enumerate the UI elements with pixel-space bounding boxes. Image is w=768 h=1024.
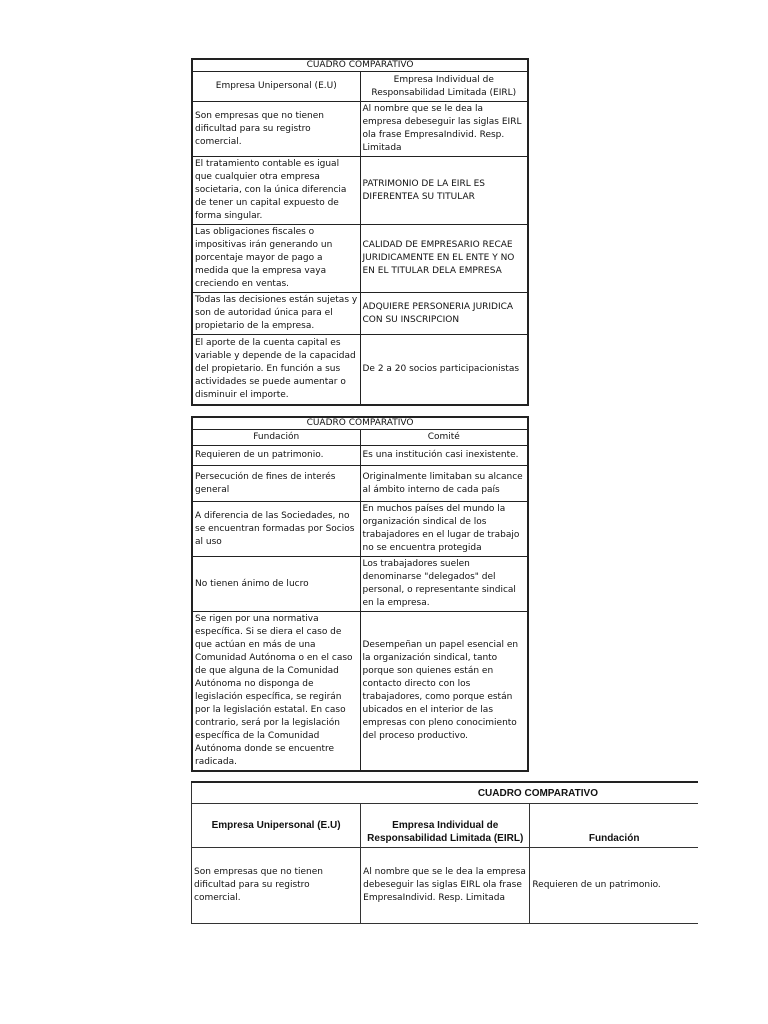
table-row	[192, 612, 528, 772]
table-cell: Las obligaciones fiscales o impositivas irán generando un porcentaje mayor de pago a medida que la empresa vaya creciendo en ventas.	[192, 225, 360, 293]
table-cell: CALIDAD DE EMPRESARIO RECAE JURIDICAMENTE EN EL ENTE Y NO EN EL TITULAR DELA EMPRESA	[360, 225, 528, 293]
table-cell: Requieren de un patrimonio.	[530, 848, 698, 924]
table-row	[192, 225, 528, 293]
table-row	[192, 335, 528, 405]
table-cell: Se rigen por una normativa específica. Si se diera el caso de que actúan en más de una Comunidad Autónoma o en el caso de que alguna de la Comunidad Autónoma no disponga de legislación específica, se regirán por la legislación estatal. En caso contrario, será por la legislación específica de la Comunidad Autónoma donde se encuentre radicada.	[192, 612, 360, 772]
table-row	[192, 466, 528, 502]
table-row	[192, 102, 528, 157]
table-cell: Los trabajadores suelen denominarse "delegados" del personal, o representante sindical en la empresa.	[360, 557, 528, 612]
table-cell: Persecución de fines de interés general	[192, 466, 360, 502]
column-header-eirl: Empresa Individual de Responsabilidad Limitada (EIRL)	[361, 804, 530, 848]
table-row	[192, 157, 528, 225]
table-row	[192, 557, 528, 612]
table-cell: El aporte de la cuenta capital es variable y depende de la capacidad del propietario. En función a sus actividades se puede aumentar o disminuir el importe.	[192, 335, 360, 405]
table-title: CUADRO COMPARATIVO	[192, 417, 528, 430]
table-row	[192, 502, 528, 557]
table-cell: En muchos países del mundo la organización sindical de los trabajadores en el lugar de trabajo no se encuentra protegida	[360, 502, 528, 557]
table-cell: De 2 a 20 socios participacionistas	[360, 335, 528, 405]
table-row	[192, 293, 528, 335]
table-cell: No tienen ánimo de lucro	[192, 557, 360, 612]
table-cell: Al nombre que se le dea la empresa debeseguir las siglas EIRL ola frase EmpresaIndivid. Resp. Limitada	[361, 848, 530, 924]
table-title: CUADRO COMPARATIVO	[192, 782, 699, 804]
column-header-fundacion: Fundación	[192, 430, 360, 446]
table-cell: Requieren de un patrimonio.	[192, 446, 360, 466]
table-row	[192, 848, 699, 924]
table-cell: Originalmente limitaban su alcance al ámbito interno de cada país	[360, 466, 528, 502]
table-cell: ADQUIERE PERSONERIA JURIDICA CON SU INSCRIPCION	[360, 293, 528, 335]
table-cell: Al nombre que se le dea la empresa debeseguir las siglas EIRL ola frase EmpresaIndivid. Resp. Limitada	[360, 102, 528, 157]
table-cell: El tratamiento contable es igual que cualquier otra empresa societaria, con la única diferencia de tener un capital expuesto de forma singular.	[192, 157, 360, 225]
table-title: CUADRO COMPARATIVO	[192, 59, 528, 72]
table-cell: A diferencia de las Sociedades, no se encuentran formadas por Socios al uso	[192, 502, 360, 557]
table-cell: Son empresas que no tienen dificultad para su registro comercial.	[192, 848, 361, 924]
column-header-comite: Comité	[360, 430, 528, 446]
table-row	[192, 446, 528, 466]
comparison-table-fundacion-comite	[191, 416, 529, 772]
comparison-table-eu-eirl	[191, 58, 529, 406]
table-cell: Desempeñan un papel esencial en la organización sindical, tanto porque son quienes están en contacto directo con los trabajadores, como porque están ubicados en el interior de las empresas con pleno conocimiento del proceso productivo.	[360, 612, 528, 772]
comparison-table-combined	[191, 781, 698, 924]
table-cell: Es una institución casi inexistente.	[360, 446, 528, 466]
column-header-empresa-unipersonal: Empresa Unipersonal (E.U)	[192, 804, 361, 848]
table-cell: PATRIMONIO DE LA EIRL ES DIFERENTEA SU TITULAR	[360, 157, 528, 225]
column-header-eirl: Empresa Individual de Responsabilidad Limitada (EIRL)	[360, 72, 528, 102]
column-header-empresa-unipersonal: Empresa Unipersonal (E.U)	[192, 72, 360, 102]
column-header-fundacion: Fundación	[530, 804, 698, 848]
table-cell: Son empresas que no tienen dificultad para su registro comercial.	[192, 102, 360, 157]
table-cell: Todas las decisiones están sujetas y son de autoridad única para el propietario de la empresa.	[192, 293, 360, 335]
